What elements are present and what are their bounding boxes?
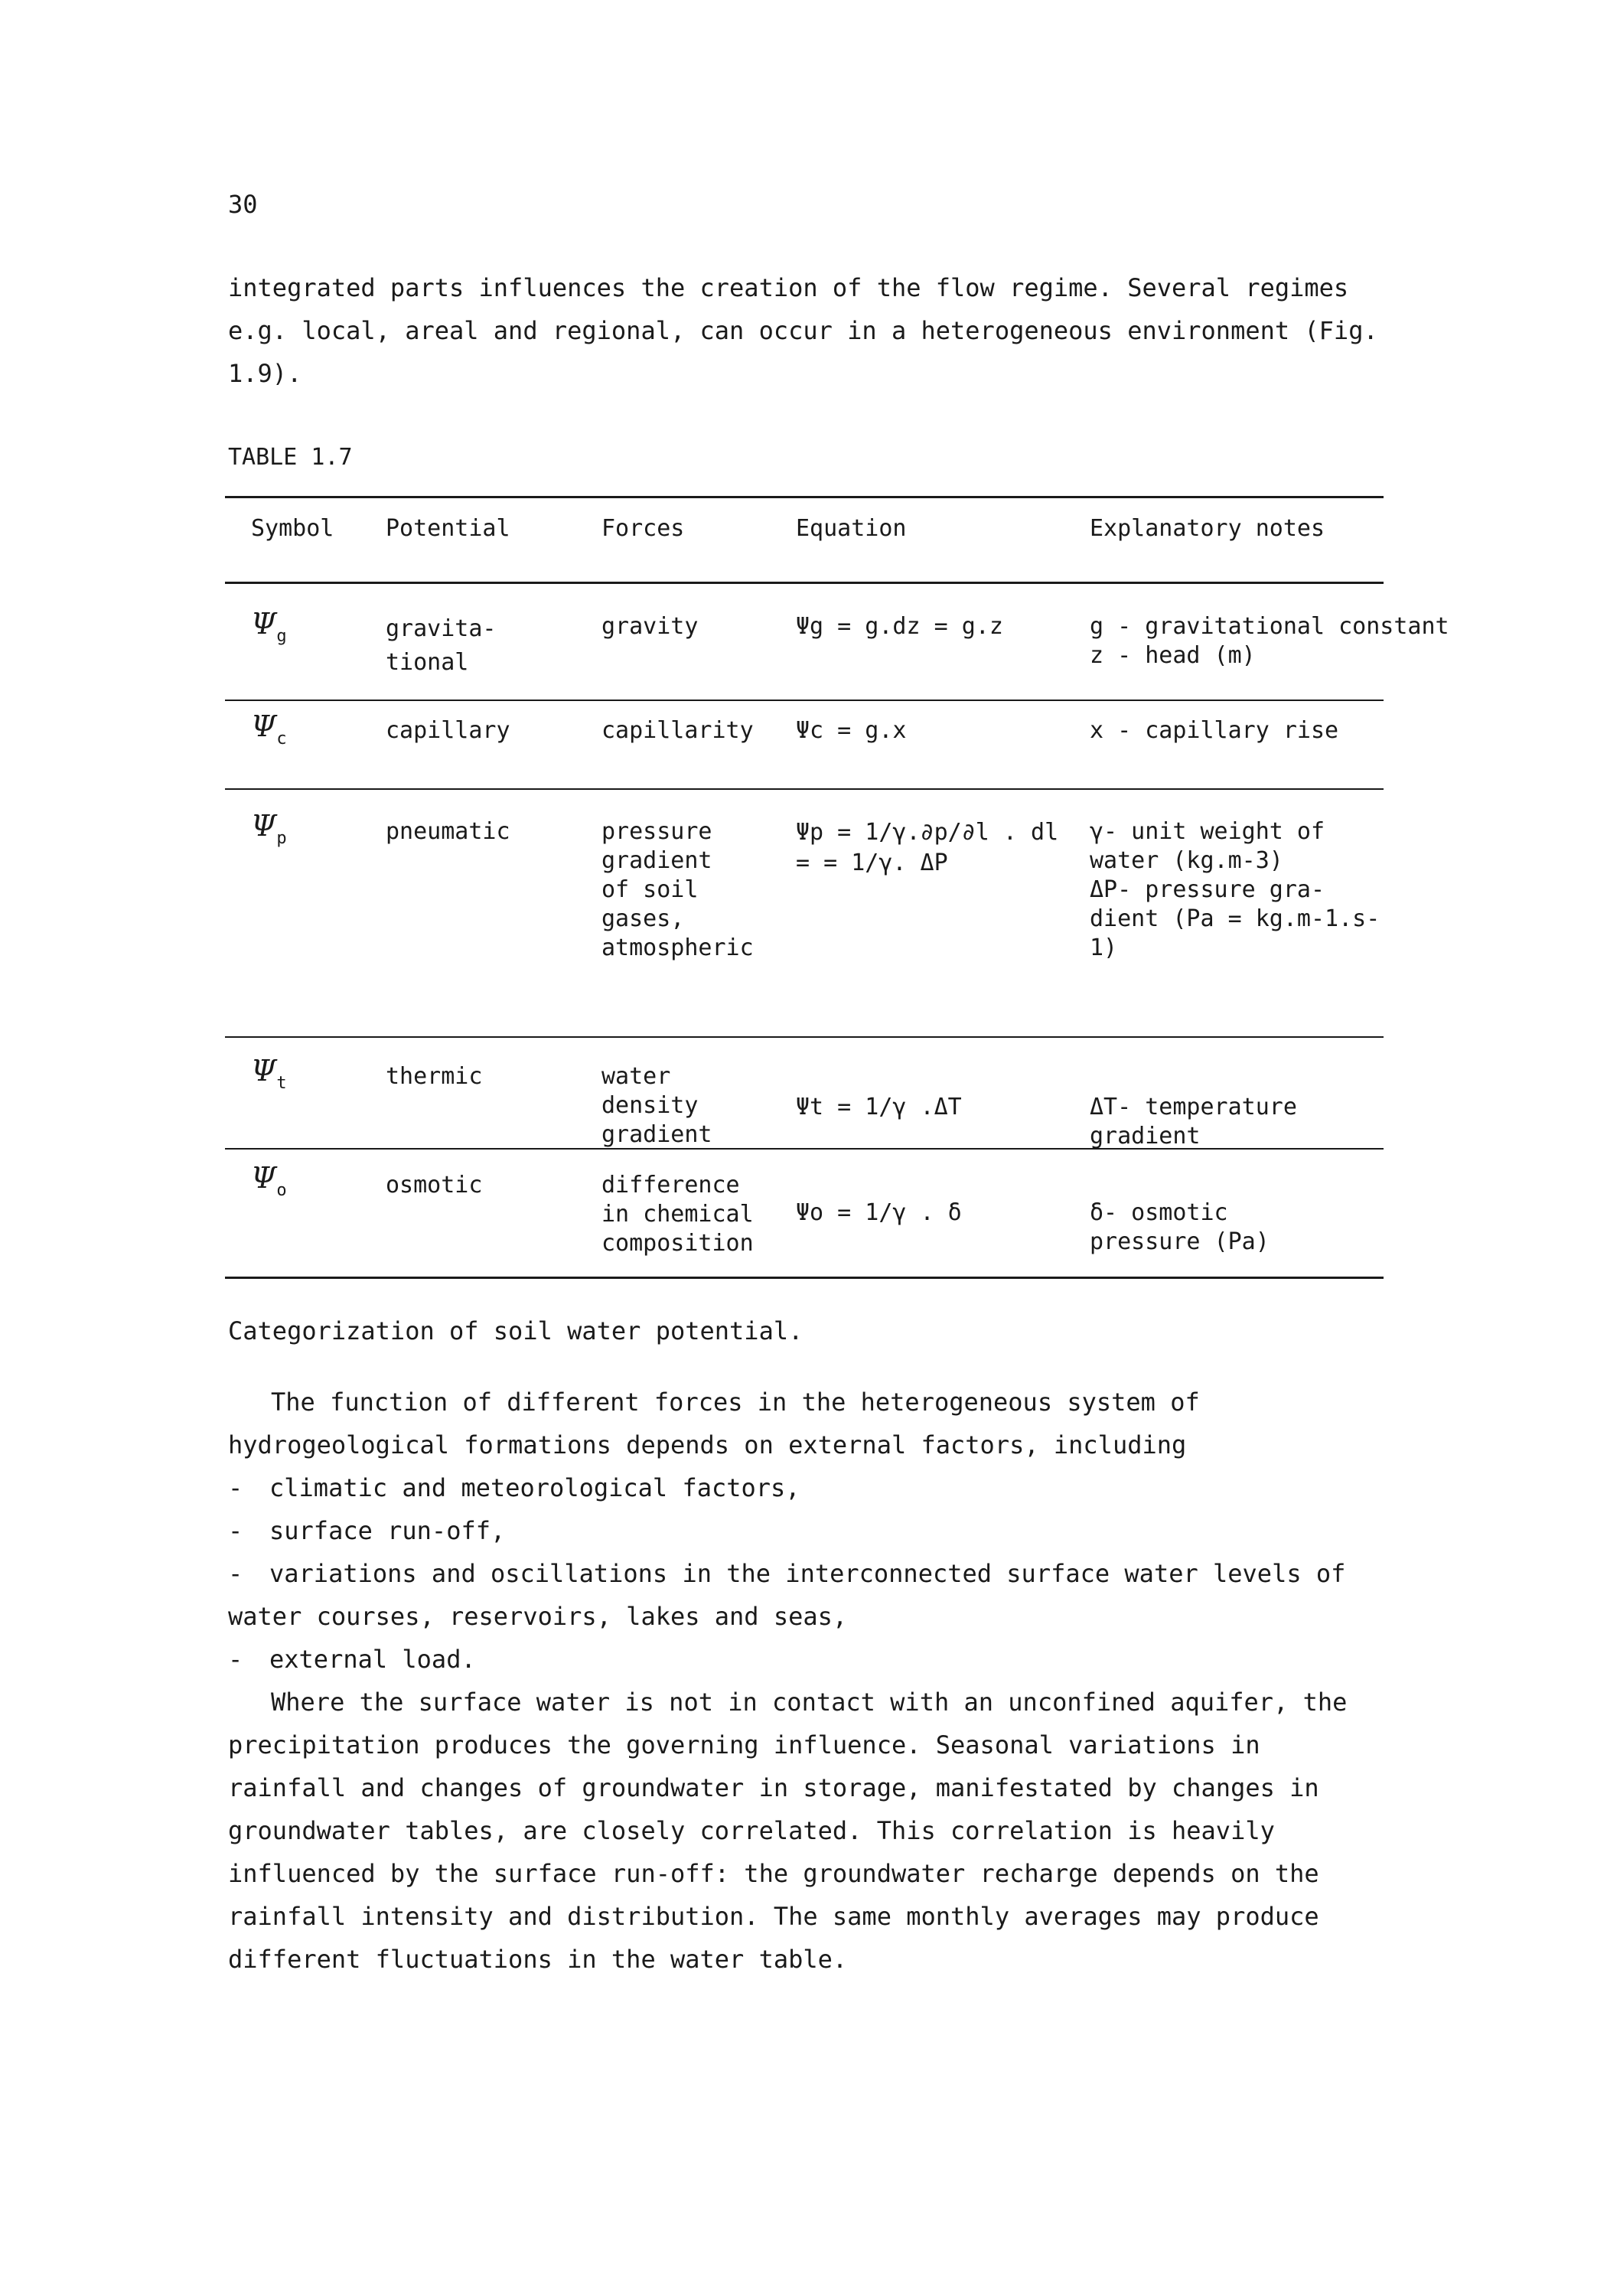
symbol-psi-c: $\Psi_c$ [251,709,287,748]
header-potential: Potential [386,515,510,542]
equation-thermic: Ψt = 1/γ .ΔT [796,1094,962,1120]
symbol-psi-p: $\Psi_p$ [251,809,287,848]
forces-gravity: gravity [601,613,699,640]
list-item: - climatic and meteorological factors, [228,1473,800,1502]
table-footer-caption: Categorization of soil water potential. [228,1316,804,1345]
equation-pneumatic: Ψp = 1/γ.∂p/∂l . dl = = 1/γ. ΔP [796,819,1059,876]
notes-pneumatic: γ- unit weight of water (kg.m-3) ΔP- pressure gra- dient (Pa = kg.m-1.s-1) [1090,818,1380,961]
table-top-rule [225,496,1384,498]
table-bottom-rule [225,1277,1384,1279]
symbol-psi-o: $\Psi_o$ [251,1161,287,1200]
notes-gravitational: g - gravitational constant z - head (m) [1090,613,1449,669]
forces-pressure-gradient: pressure gradient of soil gases, atmospheric [601,818,754,961]
page-number: 30 [228,190,258,219]
potential-gravitational: gravita- tional [386,615,497,676]
list-item: - external load. [228,1645,476,1674]
potential-osmotic: osmotic [386,1172,483,1199]
list-item: - variations and oscillations in the interconnected surface water levels of water courses, reservoirs, lakes and seas, [228,1559,1346,1631]
body-paragraph-1: The function of different forces in the heterogeneous system of hydrogeological formations depends on external factors, including [228,1388,1200,1459]
forces-chemical-difference: difference in chemical composition [601,1172,754,1257]
row-rule [225,788,1384,790]
symbol-psi-g: $\Psi_g$ [251,607,287,646]
header-notes: Explanatory notes [1090,515,1325,542]
notes-capillary: x - capillary rise [1090,717,1339,744]
equation-osmotic: Ψo = 1/γ . δ [796,1199,962,1226]
forces-water-density-gradient: water density gradient [601,1063,712,1148]
symbol-psi-t: $\Psi_t$ [251,1054,287,1093]
potential-thermic: thermic [386,1063,483,1090]
intro-paragraph: integrated parts influences the creation of the flow regime. Several regimes e.g. local, areal and regional, can occur in a heterogeneous environment (Fig. 1.9). [228,273,1378,388]
body-paragraph-2: Where the surface water is not in contact with an unconfined aquifer, the precipitation produces the governing influence. Seasonal variations in rainfall and changes of groundwater in storage, manifestated by changes in groundwater tables, are closely correlated. This correlation is heavily influenced by the surface run-off: the groundwater recharge depends on the rainfall intensity and distribution. The same monthly averages may produce different fluctuations in the water table. [228,1688,1348,1974]
potential-capillary: capillary [386,717,510,744]
row-rule [225,700,1384,701]
notes-osmotic: δ- osmotic pressure (Pa) [1090,1199,1270,1255]
potential-pneumatic: pneumatic [386,818,510,845]
row-rule [225,1036,1384,1038]
table-caption: TABLE 1.7 [228,444,353,471]
forces-capillarity: capillarity [601,717,754,744]
equation-capillary: Ψc = g.x [796,717,907,744]
header-equation: Equation [796,515,907,542]
header-bottom-rule [225,582,1384,584]
list-item: - surface run-off, [228,1516,506,1545]
header-forces: Forces [601,515,685,542]
header-symbol: Symbol [251,515,334,542]
notes-thermic: ΔT- temperature gradient [1090,1094,1297,1150]
equation-gravitational: Ψg = g.dz = g.z [796,613,1003,640]
